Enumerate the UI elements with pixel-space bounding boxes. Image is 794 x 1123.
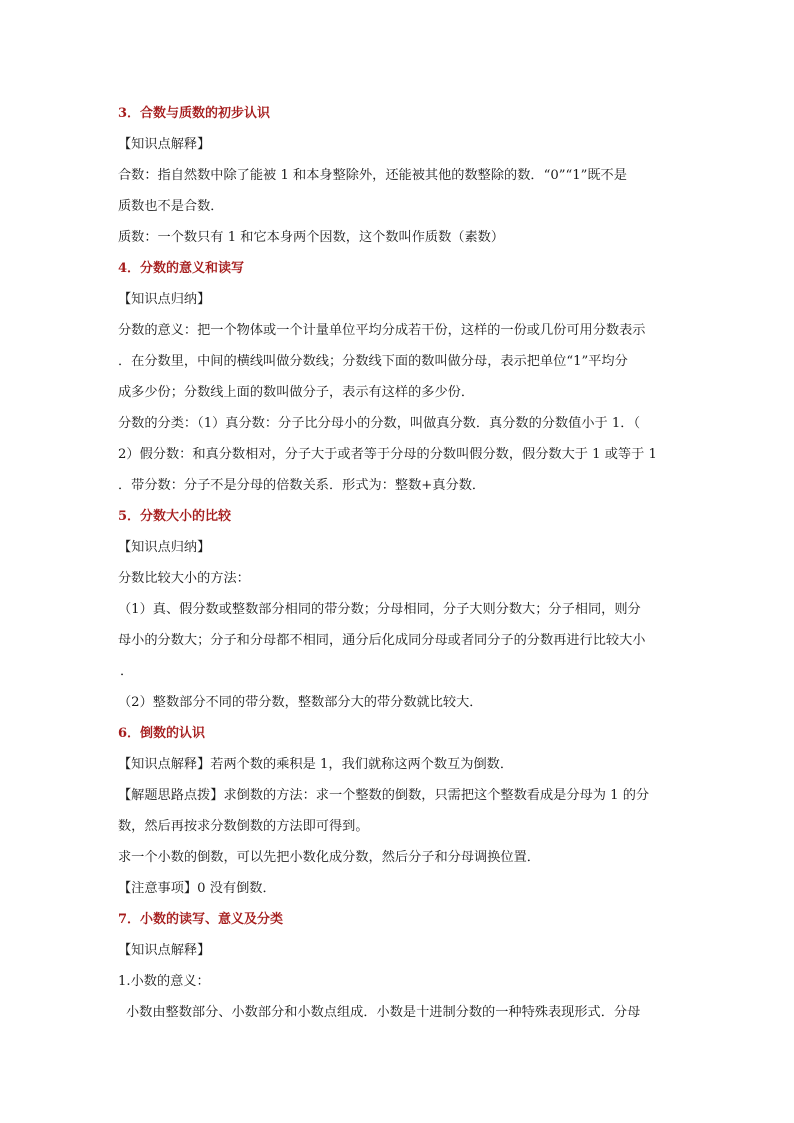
paragraph-line: 合数：指自然数中除了能被 1 和本身整除外，还能被其他的数整除的数．“0”“1”既不是 — [118, 168, 627, 183]
paragraph-line: 小数由整数部分、小数部分和小数点组成．小数是十进制分数的一种特殊表现形式．分母 — [126, 1005, 641, 1020]
paragraph-line: 【知识点解释】若两个数的乘积是 1，我们就称这两个数互为倒数． — [118, 757, 514, 772]
paragraph-line: 成多少份；分数线上面的数叫做分子，表示有这样的多少份． — [118, 385, 475, 400]
section-heading-4: 4．分数的意义和读写 — [118, 261, 245, 276]
paragraph-line: 质数也不是合数． — [118, 199, 224, 214]
paragraph-line: ．在分数里，中间的横线叫做分数线；分数线下面的数叫做分母，表示把单位“1”平均分 — [118, 354, 628, 369]
paragraph-line: （2）整数部分不同的带分数，整数部分大的带分数就比较大． — [118, 695, 483, 710]
paragraph-line: 求一个小数的倒数，可以先把小数化成分数，然后分子和分母调换位置． — [118, 850, 540, 865]
section-heading-6: 6．倒数的认识 — [118, 726, 206, 741]
paragraph-line: ． — [120, 664, 134, 679]
document-page — [118, 98, 678, 1028]
section-heading-5: 5．分数大小的比较 — [118, 509, 232, 524]
paragraph-line: 母小的分数大；分子和分母都不相同，通分后化成同分母或者同分子的分数再进行比较大小 — [118, 633, 646, 648]
section-tag: 【知识点归纳】 — [118, 292, 211, 307]
paragraph-line: 分数的分类：（1）真分数：分子比分母小的分数，叫做真分数．真分数的分数值小于 1．（ — [118, 416, 641, 431]
paragraph-line: 2）假分数：和真分数相对，分子大于或者等于分母的分数叫假分数，假分数大于 1 或等于 1 — [118, 447, 657, 462]
section-heading-7: 7．小数的读写、意义及分类 — [118, 912, 284, 927]
paragraph-line: 分数比较大小的方法： — [118, 571, 250, 586]
paragraph-line: 【注意事项】0 没有倒数． — [118, 881, 276, 896]
paragraph-line: 1.小数的意义： — [118, 974, 210, 989]
section-tag: 【知识点解释】 — [118, 943, 211, 958]
section-tag: 【知识点解释】 — [118, 137, 211, 152]
paragraph-line: ．带分数：分子不是分母的倍数关系．形式为：整数+真分数． — [118, 478, 486, 493]
paragraph-line: 质数：一个数只有 1 和它本身两个因数，这个数叫作质数（素数） — [118, 230, 505, 245]
section-tag: 【知识点归纳】 — [118, 540, 211, 555]
paragraph-line: 分数的意义：把一个物体或一个计量单位平均分成若干份，这样的一份或几份可用分数表示 — [118, 323, 646, 338]
paragraph-line: 【解题思路点拨】求倒数的方法：求一个整数的倒数，只需把这个整数看成是分母为 1 的分 — [118, 788, 650, 803]
section-heading-3: 3．合数与质数的初步认识 — [118, 106, 271, 121]
paragraph-line: 数，然后再按求分数倒数的方法即可得到。 — [118, 819, 369, 834]
paragraph-line: （1）真、假分数或整数部分相同的带分数；分母相同，分子大则分数大；分子相同，则分 — [118, 602, 641, 617]
